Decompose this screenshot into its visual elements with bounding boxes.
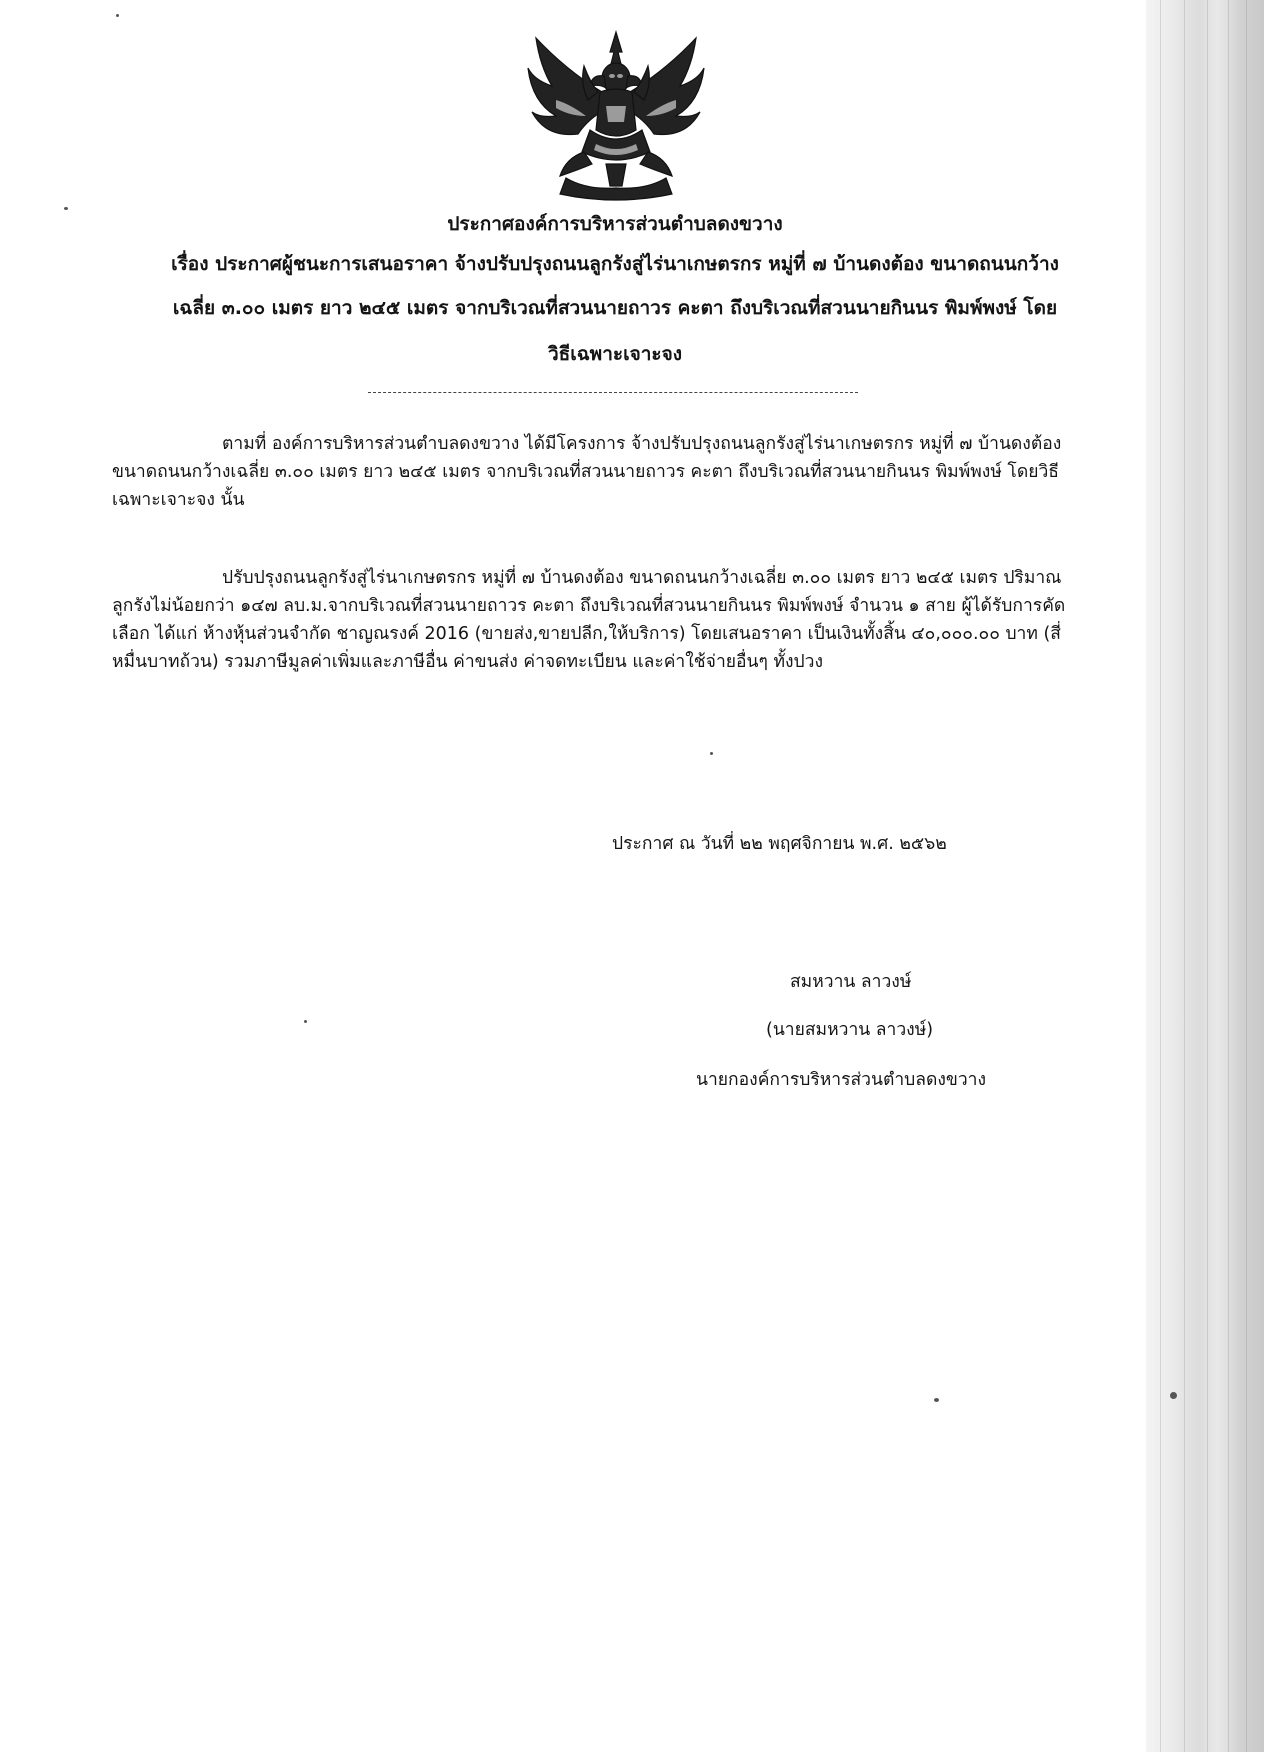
scan-speck	[934, 1398, 939, 1402]
signature-name: สมหวาน ลาวงษ์	[790, 972, 912, 992]
paragraph-1: ตามที่ องค์การบริหารส่วนตำบลดงขวาง ได้มีโครงการ จ้างปรับปรุงถนนลูกรังสู่ไร่นาเกษตรกร หมู่ที่ ๗ บ้านดงต้อง ขนาดถนนกว้างเฉลี่ย ๓.๐๐ เมตร ยาว ๒๔๕ เมตร จากบริเวณที่สวนนายถาวร คะตา ถึงบริเวณที่สวนนายกินนร พิมพ์พงษ์ โดยวิธีเฉพาะเจาะจง นั้น	[112, 434, 1062, 510]
document-title: ประกาศองค์การบริหารส่วนตำบลดงขวาง	[447, 213, 783, 235]
subject-line-2: เฉลี่ย ๓.๐๐ เมตร ยาว ๒๔๕ เมตร จากบริเวณที่สวนนายถาวร คะตา ถึงบริเวณที่สวนนายกินนร พิมพ์พงษ์ โดย	[172, 297, 1058, 319]
scan-speck	[64, 207, 68, 210]
signer-position: นายกองค์การบริหารส่วนตำบลดงขวาง	[696, 1070, 987, 1090]
garuda-emblem-icon	[526, 30, 706, 208]
subject-line-1: เรื่อง ประกาศผู้ชนะการเสนอราคา จ้างปรับปรุงถนนลูกรังสู่ไร่นาเกษตรกร หมู่ที่ ๗ บ้านดงต้อง ขนาดถนนกว้าง	[171, 253, 1059, 275]
signer-full-name: (นายสมหวาน ลาวงษ์)	[766, 1020, 934, 1040]
subject-line-3: วิธีเฉพาะเจาะจง	[547, 343, 682, 365]
scan-speck	[710, 752, 713, 755]
announce-date: ประกาศ ณ วันที่ ๒๒ พฤศจิกายน พ.ศ. ๒๕๖๒	[612, 834, 947, 854]
paragraph-2: ปรับปรุงถนนลูกรังสู่ไร่นาเกษตรกร หมู่ที่ ๗ บ้านดงต้อง ขนาดถนนกว้างเฉลี่ย ๓.๐๐ เมตร ยาว ๒๔๕ เมตร ปริมาณลูกรังไม่น้อยกว่า ๑๔๗ ลบ.ม.จากบริเวณที่สวนนายถาวร คะตา ถึงบริเวณที่สวนนายกินนร พิมพ์พงษ์ จำนวน ๑ สาย ผู้ได้รับการคัดเลือก ได้แก่ ห้างหุ้นส่วนจำกัด ชาญณรงค์ 2016 (ขายส่ง,ขายปลีก,ให้บริการ) โดยเสนอราคา เป็นเงินทั้งสิ้น ๔๐,๐๐๐.๐๐ บาท (สี่หมื่นบาทถ้วน) รวมภาษีมูลค่าเพิ่มและภาษีอื่น ค่าขนส่ง ค่าจดทะเบียน และค่าใช้จ่ายอื่นๆ ทั้งปวง	[112, 568, 1066, 672]
scan-speck	[116, 14, 119, 17]
scan-speck	[1170, 1392, 1177, 1399]
scan-speck	[304, 1020, 307, 1023]
divider-line	[368, 392, 858, 393]
scan-paper-edge	[1146, 0, 1264, 1752]
